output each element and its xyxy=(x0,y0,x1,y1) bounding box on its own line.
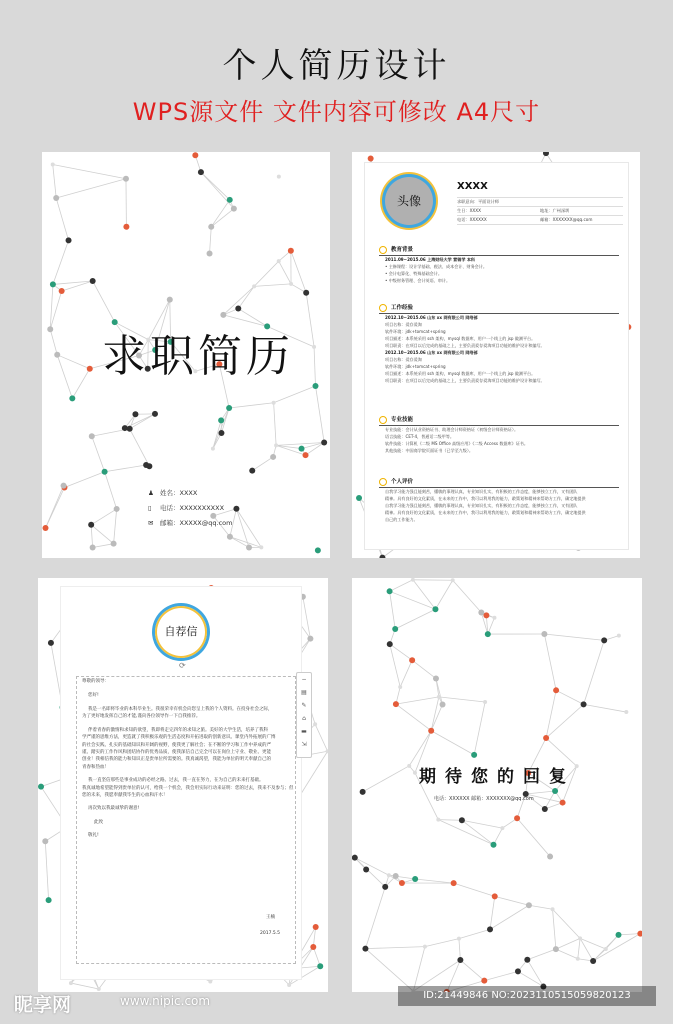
network-dot xyxy=(123,176,129,182)
education-section: 教育背景 2011.09~2015.06 上海财经大学 营销学 本科 • 主修课程：设计学基础、税法、成本会计、财务会计。 • 会计电算化、特殊基础会计。 • 中级财务管理、会计英语、审计。 xyxy=(379,245,619,284)
letter-greeting: 尊敬的领导： xyxy=(82,679,109,684)
network-line xyxy=(544,634,604,640)
network-line xyxy=(580,938,606,949)
network-dot xyxy=(552,788,558,794)
network-line xyxy=(276,443,324,446)
toolbar-fill-icon[interactable]: ⌂ xyxy=(302,715,306,722)
network-dot xyxy=(315,547,321,553)
network-dot xyxy=(457,957,463,963)
toolbar-more-icon[interactable]: ⇲ xyxy=(301,741,307,748)
network-dot xyxy=(226,405,232,411)
cover-info xyxy=(148,486,232,531)
network-dot xyxy=(492,893,498,899)
network-dot xyxy=(277,259,281,263)
network-dot xyxy=(393,873,399,879)
network-line xyxy=(130,429,150,466)
cover-info-name: ♟ 姓名：XXXX xyxy=(148,486,232,501)
network-line xyxy=(438,820,462,821)
network-dot xyxy=(87,366,93,372)
network-dot xyxy=(398,685,402,689)
network-line xyxy=(72,369,89,399)
network-dot xyxy=(235,306,241,312)
network-dot xyxy=(90,278,96,284)
network-line xyxy=(390,580,413,592)
network-line xyxy=(474,702,485,755)
network-dot xyxy=(492,616,496,620)
network-line xyxy=(229,403,274,408)
network-line xyxy=(527,949,556,960)
network-line xyxy=(527,960,543,987)
cover-title: 求职简历 xyxy=(102,331,294,382)
network-line xyxy=(490,896,495,929)
network-line xyxy=(396,704,431,731)
network-line xyxy=(45,841,48,900)
network-dot xyxy=(127,426,133,432)
network-line xyxy=(56,179,126,198)
network-dot xyxy=(490,842,496,848)
work-section: 工作经验 2012.10~2015.06 山东 xx 网有限公司 网络部 项目名称：爱存爱淘 软件环境：jdk+tomcat+spring 项目描述：本系统采用 ssh 架构，mysql 数据库，用户一个线上的 jsp 做测平台。 项目职责：在项目以后完成的基础之上，主要负责爱存爱淘项目功能的维护设计和编写。 2012.10~2015.06 山东 xx 网有限公司 网络部 项目名称：爱存爱淘 软件环境：jdk+tomcat+spring 项目描述：本系统采用 ssh 架构，mysql 数据库，用户一个线上的 jsp 做测平台。 项目职责：在项目以后完成的基础之上，主要负责爱存爱淘项目功能的维护设计和编写。 xyxy=(379,303,619,384)
network-dot xyxy=(54,352,60,358)
network-dot xyxy=(436,818,440,822)
network-dot xyxy=(515,968,521,974)
network-dot xyxy=(227,197,233,203)
back-cover-page[interactable] xyxy=(352,578,642,992)
network-dot xyxy=(287,983,291,987)
network-dot xyxy=(483,612,489,618)
floating-toolbar xyxy=(296,672,312,758)
resume-sheet xyxy=(364,162,629,550)
network-dot xyxy=(360,789,366,795)
network-line xyxy=(210,227,212,254)
network-dot xyxy=(143,462,149,468)
network-dot xyxy=(578,936,582,940)
network-dot xyxy=(102,469,108,475)
network-dot xyxy=(481,978,487,984)
network-dot xyxy=(399,880,405,886)
person-icon: ♟ xyxy=(148,489,154,497)
network-dot xyxy=(637,931,642,937)
network-line xyxy=(91,525,92,548)
network-line xyxy=(57,355,90,369)
network-line xyxy=(315,386,324,443)
mail-icon: ✉ xyxy=(148,519,154,527)
network-dot xyxy=(553,687,559,693)
network-dot xyxy=(211,447,215,451)
network-line xyxy=(313,947,320,966)
back-title: 期待您的回复 xyxy=(419,767,575,787)
network-dot xyxy=(249,468,255,474)
network-line xyxy=(252,457,273,471)
network-dot xyxy=(50,281,56,287)
network-line xyxy=(50,329,57,355)
network-dot xyxy=(47,326,53,332)
network-dot xyxy=(208,224,214,230)
network-dot xyxy=(601,637,607,643)
rotate-handle-icon[interactable]: ⟳ xyxy=(179,661,186,670)
network-dot xyxy=(514,815,520,821)
network-dot xyxy=(61,483,67,489)
network-dot xyxy=(485,631,491,637)
network-dot xyxy=(500,826,504,830)
letter-badge: 自荐信 xyxy=(155,606,207,658)
network-dot xyxy=(246,544,252,550)
network-dot xyxy=(379,555,385,558)
network-line xyxy=(254,284,291,286)
network-dot xyxy=(543,152,549,156)
network-dot xyxy=(483,700,487,704)
section-icon xyxy=(379,416,387,424)
network-line xyxy=(409,731,431,766)
network-dot xyxy=(192,152,198,158)
network-dot xyxy=(412,876,418,882)
network-line xyxy=(365,947,424,949)
network-dot xyxy=(524,957,530,963)
network-dot xyxy=(553,946,559,952)
network-line xyxy=(431,731,474,755)
network-line xyxy=(71,983,99,989)
network-dot xyxy=(428,728,434,734)
network-line xyxy=(439,697,485,702)
network-dot xyxy=(547,854,553,860)
network-dot xyxy=(368,156,374,162)
network-dot xyxy=(310,944,316,950)
network-dot xyxy=(218,430,224,436)
network-dot xyxy=(543,735,549,741)
network-dot xyxy=(363,867,369,873)
network-line xyxy=(64,472,104,488)
network-dot xyxy=(560,800,566,806)
network-dot xyxy=(604,947,608,951)
network-dot xyxy=(90,544,96,550)
network-line xyxy=(91,525,113,544)
network-line xyxy=(425,939,459,947)
network-line xyxy=(484,971,518,980)
resume-name: XXXX xyxy=(457,181,488,192)
network-dot xyxy=(433,676,439,682)
network-dot xyxy=(382,884,388,890)
network-dot xyxy=(432,606,438,612)
network-line xyxy=(365,887,385,949)
network-dot xyxy=(590,958,596,964)
network-line xyxy=(274,386,316,403)
network-dot xyxy=(317,963,323,969)
network-dot xyxy=(38,784,44,790)
network-dot xyxy=(277,175,281,179)
network-line xyxy=(279,261,291,284)
network-line xyxy=(459,939,460,960)
network-line xyxy=(553,909,556,949)
network-line xyxy=(578,938,580,958)
network-dot xyxy=(356,495,362,501)
cover-info-mail: ✉ 邮箱：XXXXX@qq.com xyxy=(148,516,232,531)
network-dot xyxy=(97,987,101,991)
header-subtitle: WPS源文件 文件内容可修改 A4尺寸 xyxy=(132,98,541,126)
network-line xyxy=(201,172,230,200)
network-dot xyxy=(478,610,484,616)
network-dot xyxy=(252,284,256,288)
network-dot xyxy=(312,345,316,349)
network-dot xyxy=(616,932,622,938)
network-line xyxy=(462,820,502,828)
network-line xyxy=(314,347,315,386)
network-line xyxy=(584,704,627,712)
toolbar-edit-icon[interactable]: ✎ xyxy=(301,702,307,709)
header-title: 个人简历设计 xyxy=(222,46,451,86)
network-dot xyxy=(303,452,309,458)
letter-date: 2017.5.5 xyxy=(260,931,281,936)
network-dot xyxy=(581,701,587,707)
network-dot xyxy=(392,626,398,632)
network-dot xyxy=(451,578,455,582)
network-dot xyxy=(220,312,226,318)
network-line xyxy=(459,929,490,938)
network-dot xyxy=(617,634,621,638)
network-dot xyxy=(53,195,59,201)
network-line xyxy=(57,355,72,399)
evaluation-section: 个人评价 自我学习能力强且能刻苦，懂敏的事理认真，专业知识扎实，有积极的工作态度，能够独立工作，又有团队 精神。具有良好的文化素质，在未来的工作中，我可以利用我的能力，敢策划和精神来帮助方工作，确定地提供 自我学习能力强且能刻苦，懂敏的事理认真，专业知识扎实，有积极的工作态度，能够独立工作，又有团队 精神。具有良好的文化素质，在未来的工作中，我可以利用我的能力，敢策划和精神来帮助方工作，确定地提供 自己的工作能力。 xyxy=(379,477,619,523)
network-dot xyxy=(313,924,319,930)
network-line xyxy=(303,597,311,639)
network-dot xyxy=(42,838,48,844)
network-line xyxy=(365,949,413,992)
network-dot xyxy=(270,454,276,460)
network-dot xyxy=(123,224,129,230)
network-dot xyxy=(541,631,547,637)
network-dot xyxy=(352,855,358,861)
network-dot xyxy=(69,395,75,401)
network-dot xyxy=(46,897,52,903)
section-icon xyxy=(379,478,387,486)
section-icon xyxy=(379,304,387,312)
network-dot xyxy=(114,506,120,512)
letter-hello: 您好! xyxy=(88,693,99,698)
network-line xyxy=(56,198,68,240)
network-dot xyxy=(152,411,158,417)
network-line xyxy=(238,286,254,308)
phone-icon: ▯ xyxy=(148,504,152,512)
network-dot xyxy=(132,411,138,417)
network-dot xyxy=(218,417,224,423)
network-dot xyxy=(313,722,317,726)
network-line xyxy=(53,240,69,284)
network-dot xyxy=(457,937,461,941)
skills-section: 专业技能 专业技能：会计从业资格证书、助理会计师资格证（初级会计师资格证）。 语言技能：CET-4，普通话二级甲等。 软件技能：计算机《二级 MS Office 高级应用》《二级 Access 数据库》证书。 其他技能：中国商学院页面证书（已学至九级）。 xyxy=(379,415,619,454)
network-dot xyxy=(259,545,263,549)
network-line xyxy=(254,261,279,286)
network-dot xyxy=(451,880,457,886)
network-dot xyxy=(437,695,441,699)
network-line xyxy=(93,544,114,548)
network-line xyxy=(105,465,147,472)
watermark-logo: 昵享网 xyxy=(14,994,72,1016)
network-line xyxy=(556,949,578,959)
network-line xyxy=(201,172,234,208)
network-dot xyxy=(526,902,532,908)
back-contact-info: 电话：XXXXXX 邮箱：XXXXXXX@qq.com xyxy=(434,796,534,802)
network-line xyxy=(274,403,276,446)
letter-body: 我是一名即将毕业的本科毕业生。我很荣幸有机会向您呈上我的个人资料。在投身社会之际， 为了更好地发挥自己的才能,谨向各位领导作一下自我推荐。 伴着青春的激情和求知的欲望，我即将走完四年的求知之旅。美好的大学生活，培养了我科 学严谨的思维方法，更造就了我积极乐观的生活态度和开拓进取的创新意识。课堂内外拓展的广博 的社会实践、扎实的基础知识和开阔的视野，使我更了解社会；在不断的学习和工作中养成的严 谨、踏实的工作作风和团结协作的优秀品质，使我深信自己完全可以在岗位上守业、敬业、更能 创业！我相信我的能力和知识正是贵单位所需要的。我真诚渴望，我能为单位的明天奉献自己的 青春和热血！ 我一直坚信那些是事业成功的必经之路。过去，我一直在努力，在为自己的未来打基础。 我真诚地希望能得到贵单位的认可，给我一个机会，我会用实际行动来证明：您的过去，我来不及参与；但您的未来，我愿奉献我毕生的心血和汗水！ 再次致以我最诚挚的谢意! 此致 敬礼! xyxy=(82,707,294,839)
network-line xyxy=(211,209,234,227)
network-dot xyxy=(312,383,318,389)
network-dot xyxy=(208,980,212,984)
network-line xyxy=(556,938,580,949)
cover-page[interactable] xyxy=(42,152,330,558)
network-dot xyxy=(576,957,580,961)
network-line xyxy=(306,293,314,347)
network-dot xyxy=(288,248,294,254)
resume-page[interactable] xyxy=(352,152,640,558)
network-line xyxy=(114,509,117,544)
avatar: 头像 xyxy=(385,177,433,225)
network-line xyxy=(460,960,484,981)
network-dot xyxy=(299,446,305,452)
network-line xyxy=(580,938,593,961)
network-line xyxy=(53,165,126,179)
network-line xyxy=(396,697,439,704)
network-line xyxy=(306,443,325,456)
network-line xyxy=(431,697,439,731)
network-dot xyxy=(274,443,278,447)
network-dot xyxy=(289,282,293,286)
network-line xyxy=(556,690,583,704)
network-line xyxy=(619,934,641,935)
network-dot xyxy=(459,817,465,823)
network-line xyxy=(291,251,306,293)
network-dot xyxy=(387,873,391,877)
network-line xyxy=(92,436,105,472)
cover-info-phone: ▯ 电话：XXXXXXXXXX xyxy=(148,501,232,516)
network-line xyxy=(453,580,482,612)
network-line xyxy=(415,879,453,883)
network-dot xyxy=(231,206,237,212)
network-line xyxy=(431,704,442,730)
network-line xyxy=(46,486,64,528)
network-line xyxy=(91,509,116,525)
network-line xyxy=(400,660,412,687)
network-dot xyxy=(198,169,204,175)
network-dot xyxy=(207,250,213,256)
network-dot xyxy=(111,541,117,547)
network-dot xyxy=(272,401,276,405)
network-line xyxy=(213,408,229,449)
network-line xyxy=(517,818,550,856)
network-line xyxy=(529,905,553,909)
network-line xyxy=(236,509,261,548)
network-dot xyxy=(227,534,233,540)
network-line xyxy=(495,896,529,905)
network-dot xyxy=(440,701,446,707)
network-dot xyxy=(471,752,477,758)
network-dot xyxy=(69,981,73,985)
network-dot xyxy=(307,636,313,642)
network-line xyxy=(553,909,581,938)
network-dot xyxy=(48,640,54,646)
network-line xyxy=(211,200,230,227)
network-dot xyxy=(487,926,493,932)
network-dot xyxy=(423,945,427,949)
image-id-label: ID:21449846 NO:20231105150598201​23 xyxy=(398,986,656,1006)
network-line xyxy=(526,791,555,794)
network-dot xyxy=(303,290,309,296)
network-line xyxy=(584,640,605,704)
network-dot xyxy=(167,297,173,303)
network-dot xyxy=(551,907,555,911)
network-dot xyxy=(393,701,399,707)
network-line xyxy=(435,580,452,609)
network-dot xyxy=(387,588,393,594)
network-dot xyxy=(88,522,94,528)
network-dot xyxy=(409,657,415,663)
network-dot xyxy=(387,641,393,647)
toolbar-border-icon[interactable]: ▬ xyxy=(301,728,307,735)
network-line xyxy=(390,591,396,629)
toolbar-layout-icon[interactable]: ▤ xyxy=(301,689,307,696)
network-dot xyxy=(51,163,55,167)
network-line xyxy=(355,858,385,887)
watermark-url: www.nipic.com xyxy=(120,994,211,1008)
network-dot xyxy=(66,237,72,243)
resume-info-table: 求职意向：平面设计师 生日：XXXX 地址：广州深圳 电话：XXXXXX 邮箱：XXXXXXX@qq.com xyxy=(457,197,623,225)
network-line xyxy=(395,609,435,629)
network-dot xyxy=(326,749,328,753)
network-line xyxy=(315,724,327,751)
network-dot xyxy=(233,506,239,512)
network-line xyxy=(93,281,115,322)
network-dot xyxy=(321,440,327,446)
section-icon xyxy=(379,246,387,254)
network-dot xyxy=(362,946,368,952)
network-line xyxy=(412,660,436,678)
network-line xyxy=(355,858,389,876)
letter-signature: 王楠 xyxy=(266,915,275,920)
network-line xyxy=(454,883,495,896)
network-line xyxy=(53,165,56,199)
toolbar-collapse-icon[interactable]: − xyxy=(301,676,307,683)
network-line xyxy=(490,905,529,929)
network-dot xyxy=(59,288,65,294)
network-dot xyxy=(624,710,628,714)
network-line xyxy=(518,971,543,986)
cover-letter-page[interactable] xyxy=(38,578,328,992)
network-line xyxy=(544,634,556,690)
network-dot xyxy=(89,433,95,439)
network-line xyxy=(593,934,640,961)
network-dot xyxy=(43,525,49,531)
network-line xyxy=(105,472,117,509)
network-dot xyxy=(542,806,548,812)
